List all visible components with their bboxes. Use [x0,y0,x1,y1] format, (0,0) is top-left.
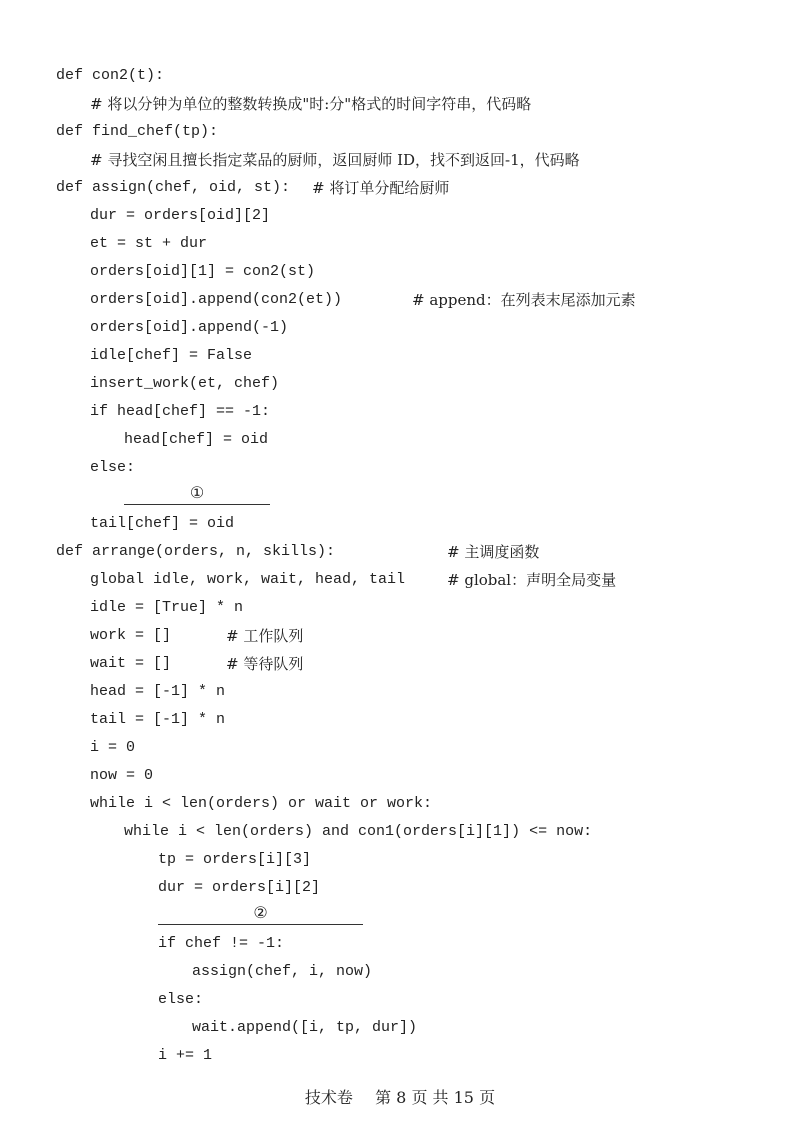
code-line: else: [90,459,136,476]
code-line: while i < len(orders) or wait or work: [90,795,433,812]
code-line: now = 0 [90,767,154,784]
code-line: orders[oid][1] = con2(st) [90,263,316,280]
code-line: wait.append([i, tp, dur]) [192,1019,418,1036]
answer-blank: ② [158,902,363,925]
code-line: def assign(chef, oid, st): [56,179,291,196]
code-line: tail[chef] = oid [90,515,235,532]
code-line: orders[oid].append(-1) [90,319,289,336]
code-line: dur = orders[oid][2] [90,207,271,224]
code-comment: # 将以分钟为单位的整数转换成"时:分"格式的时间字符串，代码略 [90,95,532,113]
code-comment: # append：在列表末尾添加元素 [412,291,636,309]
code-line: tp = orders[i][3] [158,851,312,868]
page-footer [0,1085,800,1108]
code-line: tail = [-1] * n [90,711,226,728]
code-line: insert_work(et, chef) [90,375,280,392]
code-line: if chef != -1: [158,935,285,952]
code-comment: # global：声明全局变量 [447,571,617,589]
code-comment: # 等待队列 [226,655,304,673]
code-comment: # 寻找空闲且擅长指定菜品的厨师，返回厨师 ID，找不到返回-1，代码略 [90,151,580,169]
code-line: i = 0 [90,739,136,756]
code-line: dur = orders[i][2] [158,879,321,896]
code-line: def con2(t): [56,67,165,84]
code-line: wait = [] [90,655,172,672]
code-line: head = [-1] * n [90,683,226,700]
code-comment: # 将订单分配给厨师 [312,179,450,197]
footer-page-number: 第 8 页 共 15 页 [375,1088,496,1107]
code-line: orders[oid].append(con2(et)) [90,291,343,308]
code-line: else: [158,991,204,1008]
code-line: idle = [True] * n [90,599,244,616]
code-line: assign(chef, i, now) [192,963,373,980]
code-line: i += 1 [158,1047,213,1064]
code-line: et = st + dur [90,235,208,252]
code-line: def arrange(orders, n, skills): [56,543,336,560]
code-line: idle[chef] = False [90,347,253,364]
code-comment: # 工作队列 [226,627,304,645]
code-comment: # 主调度函数 [447,543,540,561]
code-line: while i < len(orders) and con1(orders[i][1]) <= now: [124,823,593,840]
code-line: head[chef] = oid [124,431,269,448]
footer-subject: 技术卷 [304,1088,353,1107]
code-line: def find_chef(tp): [56,123,219,140]
code-line: if head[chef] == -1: [90,403,271,420]
code-line: global idle, work, wait, head, tail [90,571,406,588]
code-line: work = [] [90,627,172,644]
answer-blank: ① [124,482,270,505]
